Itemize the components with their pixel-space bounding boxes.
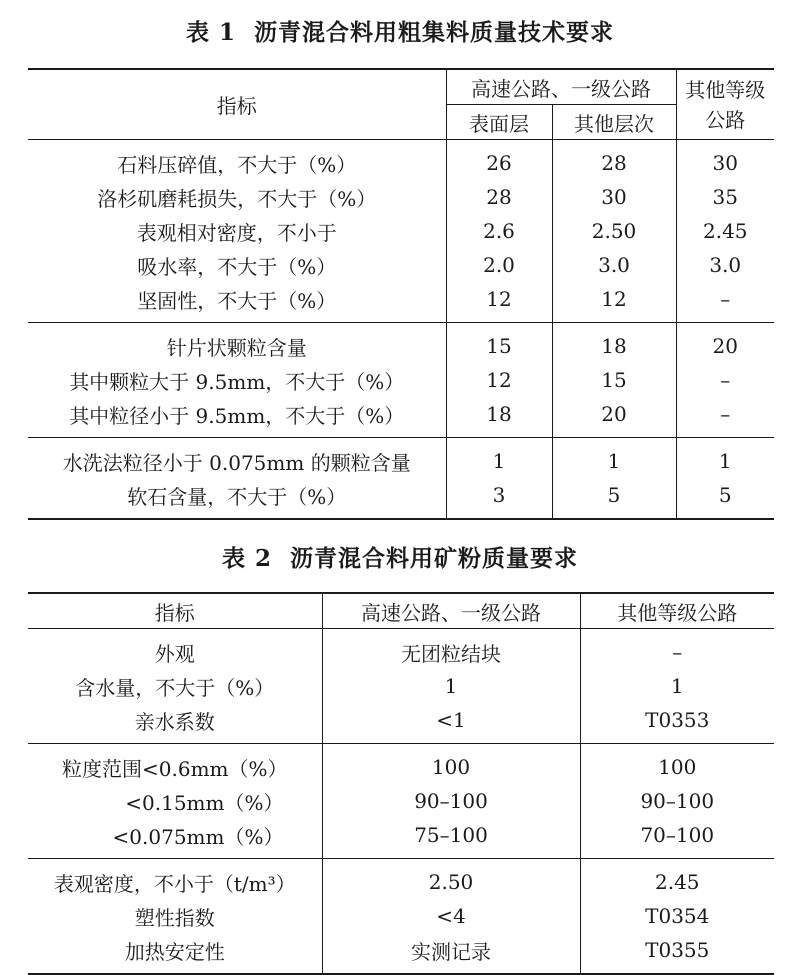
t1-value-cell: 15 <box>446 323 552 364</box>
t1-indicator-cell: 其中粒径小于 9.5mm，不大于（%） <box>69 403 405 428</box>
t2-indicator-cell: 塑性指数 <box>134 905 215 930</box>
t1-value-cell: 12 <box>446 363 552 397</box>
t1-value-cell: 1 <box>676 438 774 479</box>
t1-value-cell: 28 <box>552 140 676 181</box>
t2-indicator-cell: 外观 <box>154 641 195 666</box>
t2-indicator-cell: 粒度范围<0.6mm（%） <box>62 756 288 781</box>
table1-title-num: 1 <box>218 19 236 46</box>
t2-row <box>28 859 774 900</box>
t1-indicator-cell: 吸水率，不大于（%） <box>137 254 337 279</box>
t1-value-cell: 12 <box>552 282 676 323</box>
t2-value-cell: T0355 <box>580 933 774 974</box>
t2-row <box>28 669 774 703</box>
t1-value-cell: 26 <box>446 140 552 181</box>
t1-value-cell: 1 <box>446 438 552 479</box>
table1-body <box>28 140 774 520</box>
t2-value-cell: <1 <box>322 703 580 744</box>
t1-indicator-cell: 洛杉矶磨耗损失，不大于（%） <box>97 186 377 211</box>
t1-header-other-layers: 其他层次 <box>552 105 676 140</box>
t1-row <box>28 478 774 519</box>
t1-value-cell: 28 <box>446 180 552 214</box>
t1-indicator-cell: 水洗法粒径小于 0.075mm 的颗粒含量 <box>62 450 411 475</box>
t1-value-cell: 3.0 <box>676 248 774 282</box>
t1-header-group: 高速公路、一级公路 <box>446 69 676 105</box>
t1-row <box>28 323 774 364</box>
t1-row <box>28 438 774 479</box>
t1-value-cell: 18 <box>446 397 552 438</box>
t2-value-cell: 2.45 <box>580 859 774 900</box>
t2-value-cell: 2.50 <box>322 859 580 900</box>
t2-value-cell: 75–100 <box>322 818 580 859</box>
t1-row <box>28 248 774 282</box>
table1 <box>28 68 774 520</box>
t2-row <box>28 933 774 974</box>
t2-row <box>28 629 774 670</box>
t2-value-cell: 100 <box>580 744 774 785</box>
table2-title-prefix: 表 <box>221 546 246 572</box>
t2-row <box>28 899 774 933</box>
t1-value-cell: 2.50 <box>552 214 676 248</box>
t1-indicator-cell: 表观相对密度，不小于 <box>136 220 337 245</box>
t1-value-cell: 1 <box>552 438 676 479</box>
t1-row <box>28 397 774 438</box>
t1-indicator-cell: 软石含量，不大于（%） <box>127 484 347 509</box>
t1-indicator-cell: 其中颗粒大于 9.5mm，不大于（%） <box>69 369 405 394</box>
t1-value-cell: 30 <box>552 180 676 214</box>
t2-header-high: 高速公路、一级公路 <box>322 593 580 629</box>
t2-indicator-cell: 表观密度，不小于（t/m³） <box>53 871 296 896</box>
t2-value-cell: 90–100 <box>322 784 580 818</box>
t2-row <box>28 744 774 785</box>
t1-value-cell: 18 <box>552 323 676 364</box>
table2-body <box>28 629 774 975</box>
t2-value-cell: T0354 <box>580 899 774 933</box>
t1-row <box>28 140 774 181</box>
t2-value-cell: 1 <box>322 669 580 703</box>
t2-indicator-cell: <0.15mm（%） <box>125 790 284 815</box>
t2-indicator-cell: 亲水系数 <box>134 709 215 734</box>
t1-header-indicator: 指标 <box>28 69 446 140</box>
t2-indicator-cell: 含水量，不大于（%） <box>75 675 275 700</box>
t1-value-cell: 20 <box>552 397 676 438</box>
t1-row <box>28 214 774 248</box>
t1-value-cell: – <box>676 282 774 323</box>
t1-header-other-grade: 其他等级公路 <box>676 69 774 140</box>
t1-value-cell: 35 <box>676 180 774 214</box>
t2-value-cell: <4 <box>322 899 580 933</box>
table2-title-text: 沥青混合料用矿粉质量要求 <box>290 546 579 572</box>
table1-title-text: 沥青混合料用粗集料质量技术要求 <box>254 20 615 46</box>
t1-value-cell: – <box>676 363 774 397</box>
t1-row <box>28 180 774 214</box>
table2-title <box>0 540 800 573</box>
t1-value-cell: 2.6 <box>446 214 552 248</box>
t1-value-cell: 2.45 <box>676 214 774 248</box>
t2-value-cell: 实测记录 <box>322 933 580 974</box>
t2-header-indicator: 指标 <box>28 593 322 629</box>
t2-value-cell: – <box>580 629 774 670</box>
t2-value-cell: 100 <box>322 744 580 785</box>
t2-row <box>28 703 774 744</box>
t1-value-cell: 5 <box>676 478 774 519</box>
t2-indicator-cell: 加热安定性 <box>124 939 225 964</box>
t2-header-other: 其他等级公路 <box>580 593 774 629</box>
t2-indicator-cell: <0.075mm（%） <box>112 824 284 849</box>
t1-indicator-cell: 坚固性，不大于（%） <box>137 288 337 313</box>
table2 <box>28 592 774 975</box>
t1-header-surface: 表面层 <box>446 105 552 140</box>
t1-value-cell: 2.0 <box>446 248 552 282</box>
t2-value-cell: 1 <box>580 669 774 703</box>
table1-title-prefix: 表 <box>185 20 210 46</box>
t1-value-cell: – <box>676 397 774 438</box>
t1-value-cell: 20 <box>676 323 774 364</box>
t2-row <box>28 818 774 859</box>
t2-value-cell: T0353 <box>580 703 774 744</box>
t1-value-cell: 30 <box>676 140 774 181</box>
t1-value-cell: 5 <box>552 478 676 519</box>
t1-value-cell: 15 <box>552 363 676 397</box>
t2-row <box>28 784 774 818</box>
table1-title <box>0 14 800 47</box>
t1-value-cell: 12 <box>446 282 552 323</box>
t2-value-cell: 70–100 <box>580 818 774 859</box>
t2-value-cell: 90–100 <box>580 784 774 818</box>
t1-row <box>28 363 774 397</box>
t1-indicator-cell: 石料压碎值，不大于（%） <box>117 152 357 177</box>
table2-title-num: 2 <box>254 545 272 572</box>
t2-value-cell: 无团粒结块 <box>322 629 580 670</box>
t1-row <box>28 282 774 323</box>
t1-value-cell: 3.0 <box>552 248 676 282</box>
t1-indicator-cell: 针片状颗粒含量 <box>166 335 307 360</box>
t1-value-cell: 3 <box>446 478 552 519</box>
